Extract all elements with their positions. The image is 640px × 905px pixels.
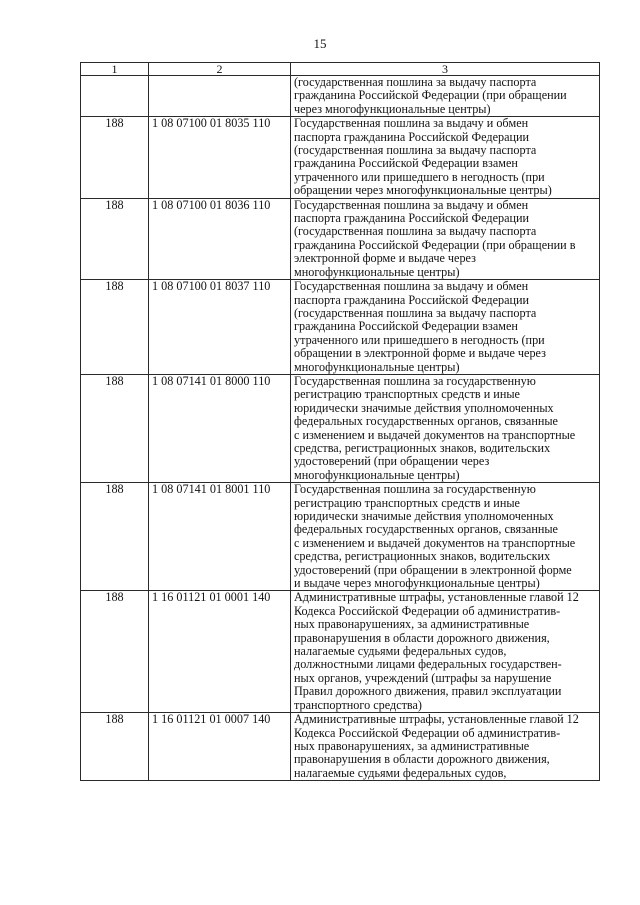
description-line: налагаемые судьями федеральных судов, [294,765,507,780]
description-line: (государственная пошлина за выдачу паспорта [294,143,537,158]
income-description-cell [291,591,600,713]
budget-classification-code-cell: 1 16 01121 01 0001 140 [149,591,291,713]
income-description-cell [291,76,600,117]
description-line: многофункциональные центры) [294,467,460,482]
description-line: средства, регистрационных знаков, водительских [294,549,551,564]
description-line: Административные штрафы, установленные главой 12 [294,590,579,605]
budget-classification-code-cell: 1 16 01121 01 0007 140 [149,713,291,781]
page-number: 15 [313,36,327,51]
description-line: федеральных государственных органов, связанные [294,414,558,429]
admin-code-cell [81,76,149,117]
admin-code-cell: 188 [81,483,149,591]
description-line: ных правонарушениях, за административные [294,617,530,632]
description-line: гражданина Российской Федерации взамен [294,319,518,334]
column-header-2: 2 [149,63,291,76]
income-description-cell [291,117,600,198]
description-line: Государственная пошлина за выдачу и обмен [294,279,529,294]
description-line: регистрацию транспортных средств и иные [294,387,520,402]
description-line: гражданина Российской Федерации взамен [294,156,518,171]
table-body [81,63,600,781]
table-row [81,713,600,781]
description-line: Кодекса Российской Федерации об административ- [294,603,561,618]
description-line: с изменением и выдачей документов на транспортные [294,427,576,442]
description-line: (государственная пошлина за выдачу паспорта [294,224,537,239]
description-line: правонарушения в области дорожного движения, [294,630,550,645]
description-line: должностными лицами федеральных государствен- [294,657,562,672]
table-row [81,374,600,482]
income-description-cell [291,713,600,781]
budget-classification-code-cell: 1 08 07141 01 8000 110 [149,374,291,482]
budget-classification-code-cell: 1 08 07100 01 8037 110 [149,280,291,375]
description-line: обращении через многофункциональные центры) [294,183,552,198]
description-line: ных правонарушениях, за административные [294,738,530,753]
description-line: утраченного или пришедшего в негодность (при [294,332,545,347]
table-row [81,198,600,279]
income-description-cell [291,280,600,375]
table-row [81,76,600,117]
description-line: через многофункциональные центры) [294,101,491,116]
description-line: гражданина Российской Федерации (при обращении в [294,237,576,252]
description-line: транспортного средства) [294,697,422,712]
income-description-cell [291,198,600,279]
description-line: и выдаче через многофункциональные центры) [294,576,540,591]
description-line: средства, регистрационных знаков, водительских [294,440,551,455]
description-line: паспорта гражданина Российской Федерации [294,292,530,307]
description-line: регистрацию транспортных средств и иные [294,495,520,510]
description-line: юридически значимые действия уполномоченных [294,509,554,523]
income-description-cell [291,374,600,482]
description-line: электронной форме и выдаче через [294,251,476,266]
table-row [81,280,600,375]
budget-codes-table [80,62,600,781]
admin-code-cell: 188 [81,280,149,375]
budget-classification-code-cell: 1 08 07141 01 8001 110 [149,483,291,591]
description-line: удостоверений (при обращении через [294,454,490,469]
description-line: гражданина Российской Федерации (при обращении [294,88,567,103]
description-line: многофункциональные центры) [294,359,460,374]
table-row [81,483,600,591]
description-line: многофункциональные центры) [294,264,460,279]
description-line: Правил дорожного движения, правил эксплуатации [294,684,562,699]
admin-code-cell: 188 [81,713,149,781]
description-line: Государственная пошлина за выдачу и обмен [294,116,529,131]
description-line: утраченного или пришедшего в негодность (при [294,169,545,184]
column-header-3: 3 [291,63,600,76]
admin-code-cell: 188 [81,198,149,279]
description-line: правонарушения в области дорожного движения, [294,752,550,767]
description-line: юридически значимые действия уполномоченных [294,400,554,415]
description-line: Государственная пошлина за выдачу и обмен [294,197,529,212]
admin-code-cell: 188 [81,591,149,713]
admin-code-cell: 188 [81,117,149,198]
budget-classification-code-cell: 1 08 07100 01 8036 110 [149,198,291,279]
description-line: федеральных государственных органов, связанные [294,522,558,537]
table-header-row [81,63,600,76]
description-line: с изменением и выдачей документов на транспортные [294,535,576,550]
budget-classification-code-cell: 1 08 07100 01 8035 110 [149,117,291,198]
description-line: (государственная пошлина за выдачу паспорта [294,75,537,89]
description-line: налагаемые судьями федеральных судов, [294,644,507,659]
description-line: удостоверений (при обращении в электронной форме [294,562,572,577]
admin-code-cell: 188 [81,374,149,482]
description-line: паспорта гражданина Российской Федерации [294,211,530,226]
description-line: ных органов, учреждений (штрафы за нарушение [294,670,552,685]
description-line: паспорта гражданина Российской Федерации [294,129,530,144]
description-line: (государственная пошлина за выдачу паспорта [294,305,537,320]
description-line: обращении в электронной форме и выдаче через [294,346,546,361]
description-line: Административные штрафы, установленные главой 12 [294,712,579,727]
description-line: Государственная пошлина за государственную [294,373,536,388]
table-row [81,117,600,198]
description-line: Кодекса Российской Федерации об административ- [294,725,561,740]
table-row [81,591,600,713]
budget-classification-code-cell [149,76,291,117]
column-header-1: 1 [81,63,149,76]
description-line: Государственная пошлина за государственную [294,482,536,497]
income-description-cell [291,483,600,591]
